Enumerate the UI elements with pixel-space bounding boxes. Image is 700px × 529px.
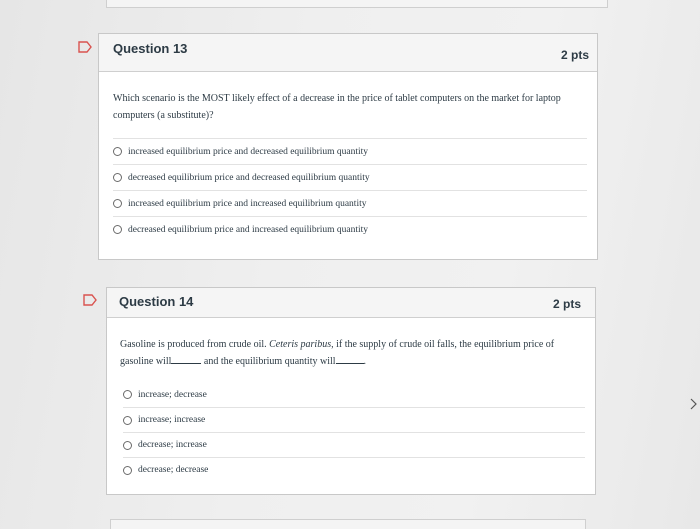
radio-icon[interactable] — [113, 199, 122, 208]
flag-icon[interactable] — [83, 294, 97, 306]
question-text-italic: Ceteris paribus, — [269, 339, 334, 350]
question-text-part: if the supply of crude oil falls, the equilibrium price of gasoline will — [120, 339, 555, 367]
answer-option[interactable] — [123, 432, 585, 457]
question-points: 2 pts — [552, 297, 581, 311]
radio-icon[interactable] — [123, 416, 132, 425]
answer-label: decrease; decrease — [138, 465, 209, 475]
answer-option[interactable] — [123, 382, 585, 407]
answer-option[interactable] — [123, 407, 585, 432]
answer-label: increased equilibrium price and decreased equilibrium quantity — [128, 146, 369, 157]
radio-icon[interactable] — [123, 466, 132, 475]
question-text-part: . — [363, 356, 367, 367]
answer-label: increased equilibrium price and increased equilibrium quantity — [128, 198, 367, 209]
question-title: Question 14 — [119, 294, 194, 309]
answer-blank — [171, 363, 201, 364]
arrow-icon — [690, 398, 698, 413]
radio-icon[interactable] — [113, 173, 122, 182]
answer-label: increase; decrease — [138, 389, 207, 400]
next-question-card-edge — [110, 519, 586, 529]
question-text — [120, 336, 585, 370]
question-header — [99, 34, 597, 72]
answer-label: increase; increase — [138, 415, 206, 425]
answer-list — [123, 382, 585, 482]
answer-list — [113, 138, 587, 242]
question-title: Question 13 — [113, 41, 188, 56]
question-points: 2 pts — [560, 48, 589, 62]
radio-icon[interactable] — [113, 225, 122, 234]
question-header — [107, 288, 595, 318]
answer-option[interactable] — [123, 457, 585, 482]
previous-question-card-edge — [106, 0, 608, 8]
flag-icon[interactable] — [78, 41, 92, 53]
radio-icon[interactable] — [113, 147, 122, 156]
question-card — [98, 33, 598, 260]
answer-option[interactable] — [113, 216, 587, 242]
answer-option[interactable] — [113, 190, 587, 216]
answer-blank — [336, 363, 364, 364]
answer-option[interactable] — [113, 164, 587, 190]
answer-label: decreased equilibrium price and decreased equilibrium quantity — [128, 172, 370, 183]
radio-icon[interactable] — [123, 390, 132, 399]
question-card — [106, 287, 596, 495]
answer-label: decrease; increase — [138, 440, 207, 450]
question-text: Which scenario is the MOST likely effect of a decrease in the price of tablet computers on the market for laptop computers (a substitute)? — [113, 93, 561, 121]
radio-icon[interactable] — [123, 441, 132, 450]
question-text-part: and the equilibrium quantity will — [203, 356, 336, 367]
question-text-part: Gasoline is produced from crude oil. — [120, 339, 267, 350]
answer-option[interactable] — [113, 138, 587, 164]
answer-label: decreased equilibrium price and increased equilibrium quantity — [128, 224, 369, 235]
